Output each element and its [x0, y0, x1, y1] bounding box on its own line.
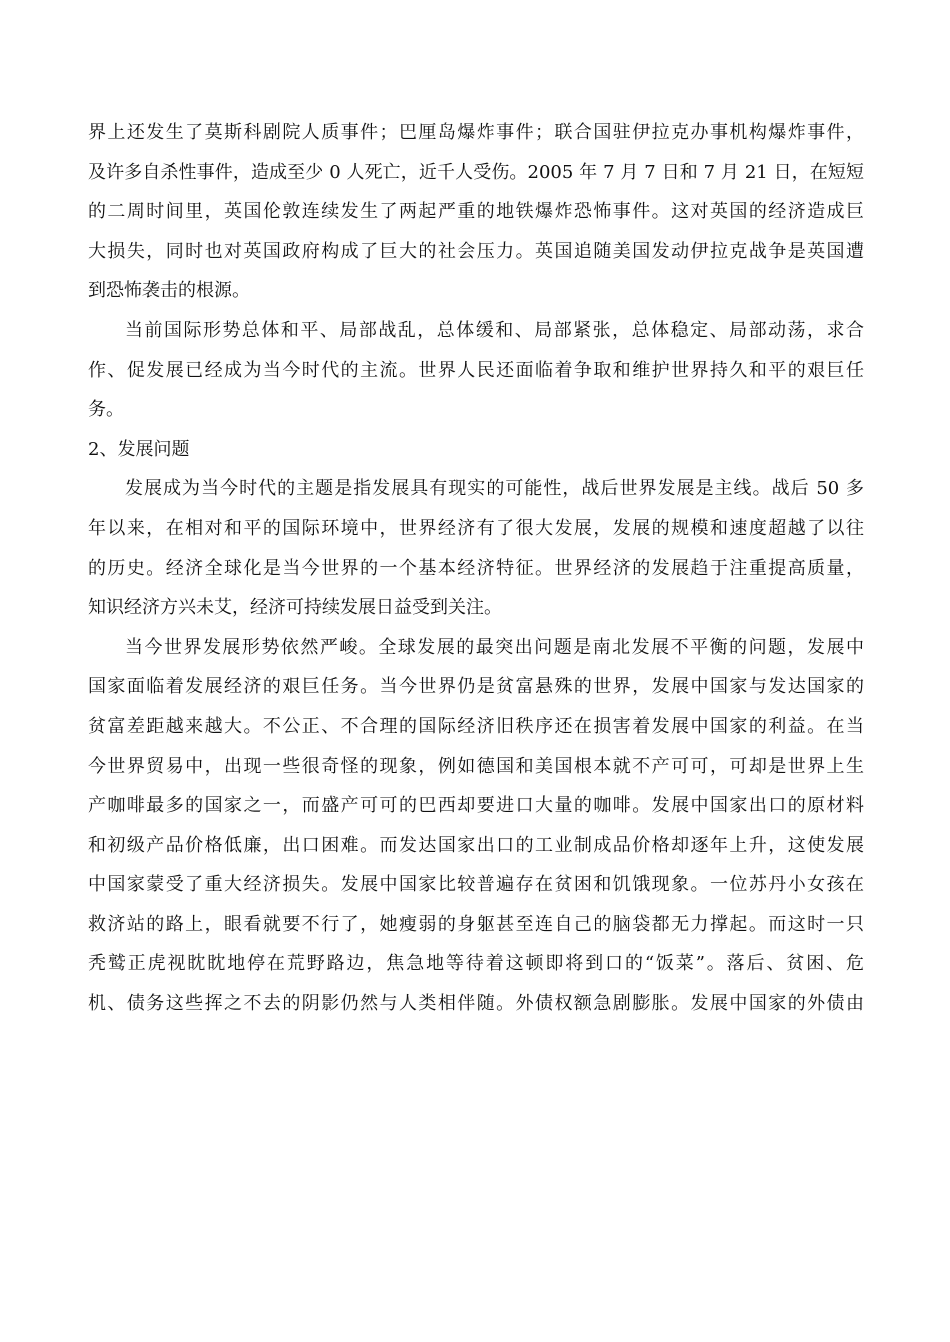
text-line: 中国家蒙受了重大经济损失。发展中国家比较普遍存在贫困和饥饿现象。一位苏丹小女孩在	[88, 874, 864, 896]
text-line: 贫富差距越来越大。不公正、不合理的国际经济旧秩序还在损害着发展中国家的利益。在当	[88, 715, 864, 737]
paragraph-development-situation	[88, 628, 864, 1024]
text-line: 产咖啡最多的国家之一，而盛产可可的巴西却要进口大量的咖啡。发展中国家出口的原材料	[88, 795, 864, 817]
text-line: 的二周时间里，英国伦敦连续发生了两起严重的地铁爆炸恐怖事件。这对英国的经济造成巨	[88, 201, 864, 223]
text-line: 秃鹫正虎视眈眈地停在荒野路边，焦急地等待着这顿即将到口的“饭菜”。落后、贫困、危	[88, 953, 864, 975]
text-line: 当今世界发展形势依然严峻。全球发展的最突出问题是南北发展不平衡的问题，发展中	[125, 636, 864, 658]
text-line: 年以来，在相对和平的国际环境中，世界经济有了很大发展，发展的规模和速度超越了以往	[88, 517, 864, 539]
text-line: 救济站的路上，眼看就要不行了，她瘦弱的身躯甚至连自己的脑袋都无力撑起。而这时一只	[88, 913, 864, 935]
text-line: 发展成为当今时代的主题是指发展具有现实的可能性，战后世界发展是主线。战后 50 多	[125, 478, 864, 500]
text-line: 及许多自杀性事件，造成至少 0 人死亡，近千人受伤。2005 年 7 月 7 日和 7 月 21 日，在短短	[88, 161, 864, 183]
document-body	[88, 113, 864, 1024]
text-line: 务。	[88, 399, 124, 421]
paragraph-terrorism-events	[88, 113, 864, 311]
text-line: 机、债务这些挥之不去的阴影仍然与人类相伴随。外债权额急剧膨胀。发展中国家的外债由	[88, 993, 864, 1015]
text-line: 知识经济方兴未艾，经济可持续发展日益受到关注。	[88, 597, 502, 619]
paragraph-international-situation	[88, 311, 864, 430]
text-line: 大损失，同时也对英国政府构成了巨大的社会压力。英国追随美国发动伊拉克战争是英国遭	[88, 240, 864, 262]
text-line: 界上还发生了莫斯科剧院人质事件；巴厘岛爆炸事件；联合国驻伊拉克办事机构爆炸事件，	[88, 122, 864, 143]
text-line: 和初级产品价格低廉，出口困难。而发达国家出口的工业制成品价格却逐年上升，这使发展	[88, 834, 864, 856]
text-line: 作、促发展已经成为当今时代的主流。世界人民还面临着争取和维护世界持久和平的艰巨任	[88, 359, 864, 381]
text-line: 国家面临着发展经济的艰巨任务。当今世界仍是贫富悬殊的世界，发展中国家与发达国家的	[88, 676, 864, 698]
section-heading: 2、发展问题	[88, 438, 190, 460]
text-line: 当前国际形势总体和平、局部战乱，总体缓和、局部紧张，总体稳定、局部动荡，求合	[125, 319, 864, 341]
paragraph-development-theme	[88, 469, 864, 627]
text-line: 的历史。经济全球化是当今世界的一个基本经济特征。世界经济的发展趋于注重提高质量，	[88, 557, 864, 579]
text-line: 到恐怖袭击的根源。	[88, 280, 250, 302]
text-line: 今世界贸易中，出现一些很奇怪的现象，例如德国和美国根本就不产可可，可却是世界上生	[88, 755, 864, 777]
